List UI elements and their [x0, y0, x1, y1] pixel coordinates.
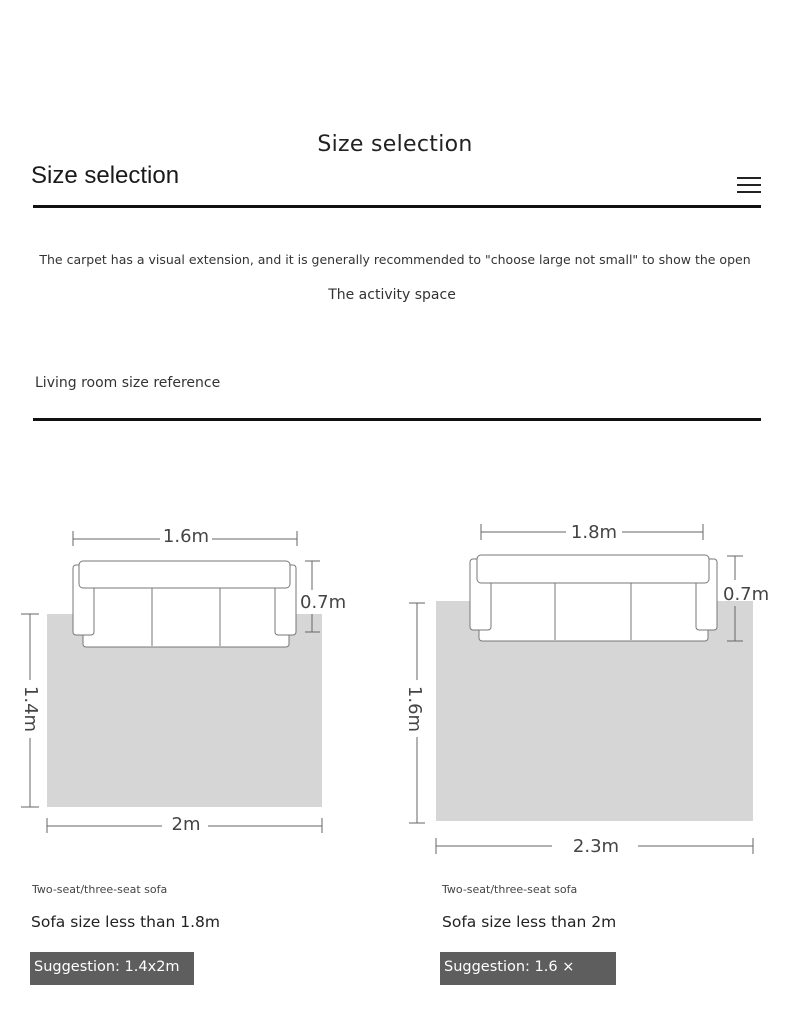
- description-line-2: The activity space: [328, 287, 456, 303]
- caption-left: Two-seat/three-seat sofa: [32, 883, 168, 896]
- description-line-1: The carpet has a visual extension, and it is generally recommended to "choose large not small" to show the open: [39, 252, 751, 267]
- suggestion-badge-left: Suggestion: 1.4x2m: [30, 952, 194, 985]
- sofa-size-right: Sofa size less than 2m: [442, 913, 617, 931]
- rug-width-label-left: 2m: [171, 814, 201, 835]
- section-title: Size selection: [31, 162, 180, 189]
- sofa-width-label-left: 1.6m: [162, 526, 210, 547]
- rug-width-label-right: 2.3m: [572, 836, 620, 857]
- suggestion-badge-right: Suggestion: 1.6 × 2.3m: [440, 952, 616, 985]
- sofa-depth-label-right: 0.7m: [723, 584, 770, 605]
- sofa-width-label-right: 1.8m: [570, 522, 618, 543]
- caption-right: Two-seat/three-seat sofa: [442, 883, 578, 896]
- sofa-left: [73, 561, 296, 647]
- page-heading: Size selection: [317, 132, 473, 157]
- living-room-label: Living room size reference: [35, 375, 221, 391]
- sofa-depth-label-left: 0.7m: [300, 592, 347, 613]
- sofa-size-left: Sofa size less than 1.8m: [31, 913, 221, 931]
- sofa-right: [470, 555, 717, 641]
- rug-depth-label-right: 1.6m: [404, 685, 425, 733]
- rug-depth-label-left: 1.4m: [20, 685, 41, 733]
